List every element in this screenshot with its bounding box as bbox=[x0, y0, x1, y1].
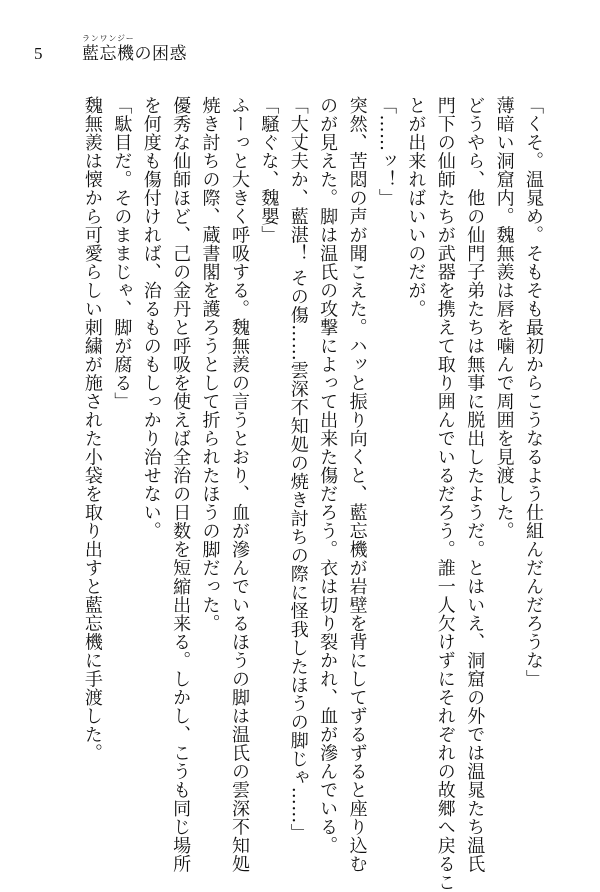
text-line: 門下の仙師たちが武器を携えて取り囲んでいるだろう。誰一人欠けずにそれぞれの故郷へ戻るこ bbox=[434, 96, 456, 892]
text-line: 焼き討ちの際、蔵書閣を護ろうとして折られたほうの脚だった。 bbox=[199, 96, 221, 633]
text-line: 「駄目だ。そのままじゃ、脚が腐る」 bbox=[111, 96, 133, 411]
text-line: 「大丈夫か、藍湛！ その傷……雲深不知処の焼き討ちの際に怪我したほうの脚じゃ……」 bbox=[287, 96, 309, 843]
text-line: 魏無羨は懐から可愛らしい刺繍が施された小袋を取り出すと藍忘機に手渡した。 bbox=[81, 96, 103, 762]
text-line: のが見えた。脚は温氏の攻撃によって出来た傷だろう。衣は切り裂かれ、血が滲んでいる。 bbox=[317, 96, 339, 855]
text-line: ふーっと大きく呼吸する。魏無羨の言うとおり、血が滲んでいるほうの脚は温氏の雲深不知処 bbox=[228, 96, 250, 873]
novel-body-text bbox=[81, 96, 548, 892]
text-line: どうやら、他の仙門子弟たちは無事に脱出したようだ。とはいえ、洞窟の外では温晁たち温氏 bbox=[464, 96, 486, 873]
text-line: 優秀な仙師ほど、己の金丹と呼吸を使えば全治の日数を短縮出来る。しかし、こうも同じ場所 bbox=[170, 96, 192, 873]
page-header bbox=[34, 34, 254, 74]
text-line: 薄暗い洞窟内。魏無羨は唇を噛んで周囲を見渡した。 bbox=[493, 96, 515, 540]
running-title: 藍忘機の困惑 bbox=[82, 44, 187, 64]
text-line: 「……ッ！」 bbox=[375, 96, 397, 207]
text-line: 「くそ。温晁め。そもそも最初からこうなるよう仕組んだんだろうな」 bbox=[523, 96, 544, 688]
running-title-ruby: ランワンジー bbox=[82, 34, 135, 43]
text-line: を何度も傷付ければ、治るものもしっかり治せない。 bbox=[140, 96, 162, 540]
text-line: とが出来ればいいのだが。 bbox=[405, 96, 427, 318]
text-line: 「騒ぐな、魏嬰」 bbox=[258, 96, 280, 244]
text-line: 突然、苦悶の声が聞こえた。ハッと振り向くと、藍忘機が岩壁を背にしてずるずると座り込む bbox=[346, 96, 368, 873]
page-number: 5 bbox=[34, 44, 43, 63]
